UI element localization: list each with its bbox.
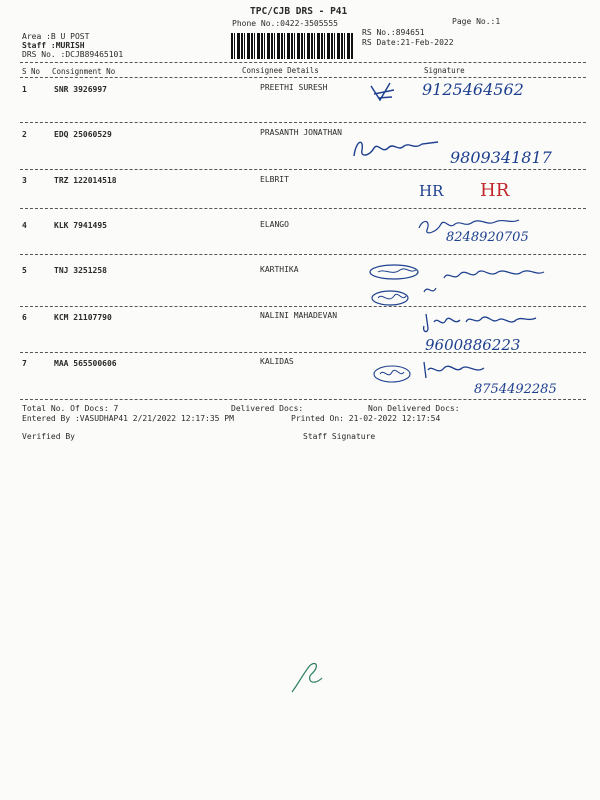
- row-6-signature: [420, 308, 540, 336]
- staff-signature-mark: [288, 656, 328, 696]
- row-2-sno: 2: [22, 130, 27, 139]
- row-4-consignment: KLK 7941495: [54, 221, 107, 230]
- row-6-consignment: KCM 21107790: [54, 313, 112, 322]
- row-2-consignment: EDQ 25060529: [54, 130, 112, 139]
- row-6-handwritten-phone: 9600886223: [425, 336, 521, 354]
- row-5-rule: [20, 306, 586, 307]
- column-header-consignment: Consignment No: [52, 67, 116, 76]
- row-2-signature: [350, 134, 442, 162]
- row-1-handwritten-phone: 9125464562: [422, 80, 524, 99]
- row-2-handwritten-phone: 9809341817: [450, 148, 552, 167]
- row-5-signature: [368, 262, 550, 308]
- row-1-signature-mark: [368, 80, 398, 104]
- area-label: Area :B U POST: [22, 32, 90, 41]
- row-4-handwritten-phone: 8248920705: [446, 230, 529, 245]
- non-delivered-docs: Non Delivered Docs:: [368, 404, 460, 413]
- total-docs: Total No. Of Docs: 7: [22, 404, 119, 413]
- staff-signature: Staff Signature: [303, 432, 376, 441]
- barcode-image: [231, 33, 353, 59]
- row-3-mark-red: HR: [480, 180, 510, 201]
- row-2-consignee: PRASANTH JONATHAN: [260, 128, 342, 137]
- row-7-sno: 7: [22, 359, 27, 368]
- row-7-handwritten-phone: 8754492285: [474, 382, 557, 397]
- row-6-sno: 6: [22, 313, 27, 322]
- printed-on: Printed On: 21-02-2022 12:17:54: [291, 414, 441, 423]
- verified-by: Verified By: [22, 432, 75, 441]
- entered-by: Entered By :VASUDHAP41 2/21/2022 12:17:35 PM: [22, 414, 234, 423]
- document-title: TPC/CJB DRS - P41: [250, 6, 348, 17]
- row-1-rule: [20, 122, 586, 123]
- row-1-consignee: PREETHI SURESH: [260, 83, 328, 92]
- column-header-sno: S No: [22, 67, 41, 76]
- drs-number: DRS No. :DCJB89465101: [22, 50, 124, 59]
- row-4-rule: [20, 254, 586, 255]
- row-2-rule: [20, 169, 586, 170]
- row-3-consignee: ELBRIT: [260, 175, 289, 184]
- row-1-consignment: SNR 3926997: [54, 85, 107, 94]
- row-3-mark-blue: HR: [419, 182, 444, 200]
- column-header-signature: Signature: [424, 66, 465, 75]
- row-5-consignee: KARTHIKA: [260, 265, 299, 274]
- row-6-rule: [20, 352, 586, 353]
- row-7-consignment: MAA 565500606: [54, 359, 117, 368]
- row-4-consignee: ELANGO: [260, 220, 289, 229]
- phone-number: Phone No.:0422-3505555: [232, 19, 338, 28]
- staff-label: Staff :MURISH: [22, 41, 85, 50]
- rs-date: RS Date:21-Feb-2022: [362, 38, 454, 47]
- row-7-rule: [20, 399, 586, 400]
- column-header-consignee: Consignee Details: [242, 66, 319, 75]
- delivered-docs: Delivered Docs:: [231, 404, 304, 413]
- row-7-consignee: KALIDAS: [260, 357, 294, 366]
- page-number: Page No.:1: [452, 17, 501, 26]
- rs-number: RS No.:894651: [362, 28, 425, 37]
- header-bottom-rule: [20, 77, 586, 78]
- row-5-consignment: TNJ 3251258: [54, 266, 107, 275]
- row-4-sno: 4: [22, 221, 27, 230]
- row-3-rule: [20, 208, 586, 209]
- row-5-sno: 5: [22, 266, 27, 275]
- row-1-sno: 1: [22, 85, 27, 94]
- header-top-rule: [20, 62, 586, 63]
- row-6-consignee: NALINI MAHADEVAN: [260, 311, 338, 320]
- row-3-consignment: TRZ 122014518: [54, 176, 117, 185]
- row-3-sno: 3: [22, 176, 27, 185]
